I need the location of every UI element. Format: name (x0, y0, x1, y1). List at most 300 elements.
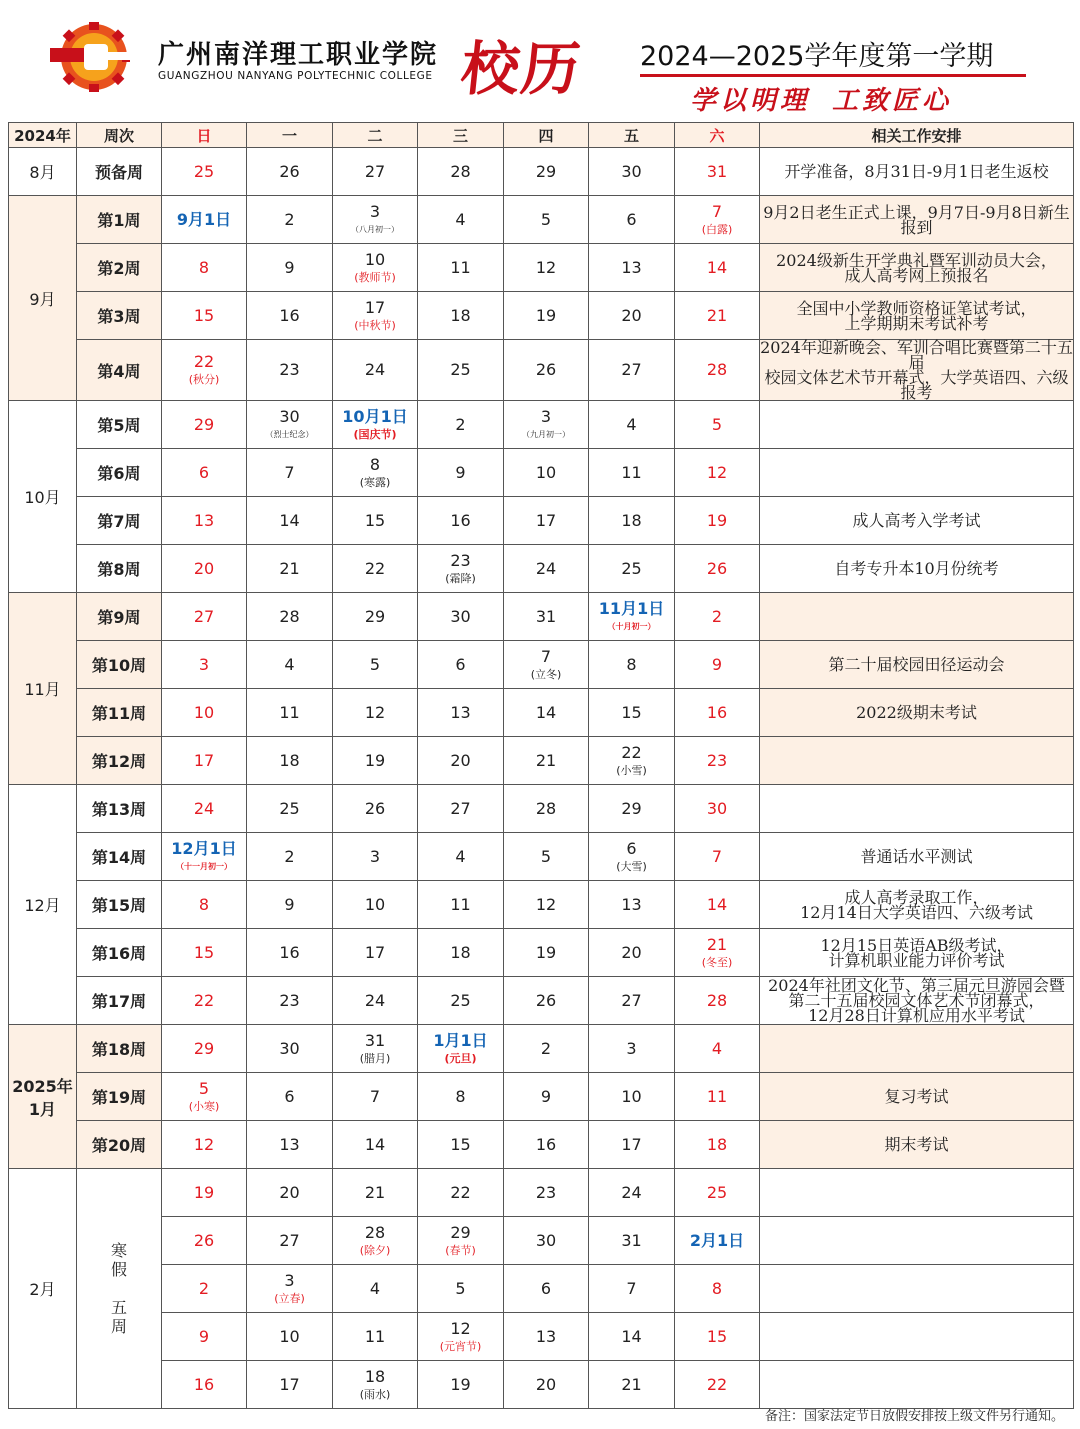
day-cell (247, 401, 333, 449)
week-cell: 第18周 (77, 1025, 162, 1073)
day-cell (162, 881, 247, 929)
day-cell (504, 833, 589, 881)
table-row (9, 1361, 1074, 1409)
day-cell (418, 1217, 504, 1265)
day-cell (247, 545, 333, 593)
day-cell (418, 593, 504, 641)
table-row (9, 1217, 1074, 1265)
day-cell (418, 1265, 504, 1313)
week-cell: 第11周 (77, 689, 162, 737)
day-cell (162, 641, 247, 689)
day-number: 31 (535, 606, 557, 626)
day-cell (247, 148, 333, 196)
day-cell (589, 833, 675, 881)
day-cell (589, 545, 675, 593)
day-cell (589, 340, 675, 401)
week-cell: 第2周 (77, 244, 162, 292)
day-number: 12 (450, 1318, 471, 1338)
day-number: 21 (279, 558, 300, 578)
week-cell: 第15周 (77, 881, 162, 929)
day-number: 4 (711, 1038, 723, 1058)
day-cell (675, 641, 760, 689)
day-number: 9 (711, 654, 723, 674)
day-cell (589, 148, 675, 196)
footer-note: 备注：国家法定节日放假安排按上级文件另行通知。 (764, 1409, 1064, 1424)
day-cell (589, 196, 675, 244)
day-number: 15 (706, 1326, 728, 1346)
work-arrangement-cell (760, 1169, 1074, 1217)
day-number: 29 (193, 414, 215, 434)
day-cell (589, 977, 675, 1025)
day-number: 15 (621, 702, 642, 722)
motto (690, 80, 952, 117)
day-cell (162, 292, 247, 340)
day-cell (333, 1265, 418, 1313)
day-cell (333, 977, 418, 1025)
day-number: 14 (621, 1326, 642, 1346)
calendar-header (0, 0, 1080, 122)
day-cell (675, 737, 760, 785)
day-cell (418, 545, 504, 593)
day-cell (162, 1361, 247, 1409)
work-arrangement-cell (760, 737, 1074, 785)
day-number: 28 (706, 360, 728, 379)
day-cell (589, 1313, 675, 1361)
table-row (9, 292, 1074, 340)
day-cell (247, 785, 333, 833)
col-header-sat: 六 (675, 123, 760, 148)
day-cell (675, 929, 760, 977)
table-row (9, 593, 1074, 641)
day-number: 8 (626, 654, 637, 674)
work-arrangement-cell: 成人高考入学考试 (760, 497, 1074, 545)
col-header-week: 周次 (77, 123, 162, 148)
day-cell (504, 1073, 589, 1121)
day-cell (247, 1121, 333, 1169)
day-cell (675, 593, 760, 641)
day-number: 23 (706, 750, 728, 770)
table-row (9, 881, 1074, 929)
week-cell: 第8周 (77, 545, 162, 593)
day-cell (504, 641, 589, 689)
work-arrangement-cell: 2022级期末考试 (760, 689, 1074, 737)
day-number: 16 (706, 702, 728, 722)
day-number: 20 (450, 750, 471, 770)
day-number: 27 (364, 161, 386, 181)
day-number: 10 (364, 249, 386, 269)
day-annotation: (小寒) (188, 1099, 220, 1113)
day-number: 3 (369, 201, 381, 221)
day-annotation: (寒露) (359, 475, 391, 489)
day-cell (675, 881, 760, 929)
day-number: 16 (279, 942, 300, 962)
day-number: 13 (279, 1134, 300, 1154)
day-number: 7 (284, 462, 295, 482)
day-number: 12 (193, 1134, 215, 1154)
day-number: 5 (540, 846, 552, 866)
motto-right: 工致匠心 (832, 86, 953, 116)
day-number: 8 (711, 1278, 723, 1298)
day-cell (504, 785, 589, 833)
day-number: 19 (450, 1374, 471, 1394)
day-cell (418, 785, 504, 833)
day-number: 24 (621, 1182, 642, 1202)
month-cell: 9月 (9, 196, 77, 401)
day-number: 11 (706, 1086, 728, 1106)
week-cell: 第19周 (77, 1073, 162, 1121)
day-number: 3 (284, 1270, 295, 1290)
day-annotation: (腊月) (359, 1051, 391, 1065)
day-cell (162, 1073, 247, 1121)
work-arrangement-cell: 12月15日英语AB级考试， 计算机职业能力评价考试 (760, 929, 1074, 977)
month-cell: 12月 (9, 785, 77, 1025)
day-number: 26 (535, 360, 557, 379)
day-number: 20 (621, 942, 642, 962)
day-cell (247, 737, 333, 785)
day-cell (247, 449, 333, 497)
day-number: 8 (198, 894, 210, 914)
day-number: 30 (535, 1230, 557, 1250)
day-number: 26 (706, 558, 728, 578)
day-number: 4 (284, 654, 295, 674)
day-cell (504, 1361, 589, 1409)
day-number: 28 (450, 161, 471, 181)
day-number: 16 (535, 1134, 557, 1154)
day-cell (675, 785, 760, 833)
day-cell (675, 497, 760, 545)
day-number: 17 (364, 942, 386, 962)
school-name-cn: 广州南洋理工职业学院 (158, 40, 439, 70)
day-number: 13 (621, 894, 642, 914)
day-cell (247, 929, 333, 977)
table-row (9, 148, 1074, 196)
day-cell (162, 833, 247, 881)
day-cell (418, 292, 504, 340)
work-arrangement-cell: 2024年迎新晚会、军训合唱比赛暨第二十五届 校园文体艺术节开幕式，大学英语四、六级报考 (760, 338, 1073, 402)
day-annotation: (大雪) (616, 859, 647, 873)
day-number: 19 (706, 510, 728, 530)
day-cell (675, 196, 760, 244)
day-cell (504, 244, 589, 292)
day-number: 5 (540, 209, 552, 229)
day-cell (418, 929, 504, 977)
day-number: 28 (535, 798, 557, 818)
day-number: 29 (193, 1038, 215, 1058)
day-number: 6 (540, 1278, 552, 1298)
calendar-title: 校历 (457, 35, 586, 103)
day-cell (675, 689, 760, 737)
day-number: 27 (193, 606, 215, 626)
day-number: 17 (193, 750, 215, 770)
day-number: 15 (193, 942, 215, 962)
day-number: 10 (535, 462, 557, 482)
day-cell (333, 340, 418, 401)
day-cell (162, 1217, 247, 1265)
day-number: 10 (621, 1086, 642, 1106)
day-cell (247, 292, 333, 340)
day-cell (162, 545, 247, 593)
day-number: 21 (621, 1374, 642, 1394)
day-cell (504, 292, 589, 340)
work-arrangement-cell: 普通话水平测试 (760, 833, 1074, 881)
day-number: 13 (193, 510, 215, 530)
day-cell (675, 340, 760, 401)
day-cell (418, 641, 504, 689)
day-cell (247, 340, 333, 401)
day-number: 24 (193, 798, 215, 818)
day-number: 11 (621, 462, 642, 482)
day-number: 22 (621, 742, 642, 762)
month-start-date: 11月1日 (598, 598, 665, 618)
day-number: 25 (450, 990, 471, 1010)
table-row (9, 401, 1074, 449)
day-number: 15 (193, 305, 215, 325)
day-cell (504, 449, 589, 497)
day-cell (333, 449, 418, 497)
col-header-wed: 三 (418, 123, 504, 148)
day-number: 26 (364, 798, 386, 818)
day-annotation: （十一月初一） (176, 861, 232, 871)
day-cell (333, 1073, 418, 1121)
day-cell (418, 1313, 504, 1361)
day-number: 10 (364, 894, 386, 914)
week-cell: 第3周 (77, 292, 162, 340)
day-cell (589, 1121, 675, 1169)
day-number: 4 (369, 1278, 381, 1298)
col-header-notes: 相关工作安排 (760, 123, 1074, 148)
month-start-date: 9月1日 (176, 209, 232, 229)
day-cell (675, 401, 760, 449)
work-arrangement-cell: 第二十届校园田径运动会 (760, 641, 1074, 689)
week-cell: 第12周 (77, 737, 162, 785)
day-cell (333, 196, 418, 244)
day-number: 23 (450, 550, 471, 570)
day-cell (333, 148, 418, 196)
day-cell (162, 593, 247, 641)
week-cell: 第20周 (77, 1121, 162, 1169)
day-number: 10 (193, 702, 215, 722)
day-annotation: (白露) (701, 222, 733, 236)
work-arrangement-cell (760, 1025, 1074, 1073)
day-annotation: (雨水) (359, 1387, 391, 1401)
motto-left: 学以明理 (690, 86, 811, 116)
day-cell (162, 148, 247, 196)
day-number: 23 (279, 990, 300, 1010)
day-number: 8 (455, 1086, 466, 1106)
day-number: 18 (450, 942, 471, 962)
day-cell (247, 1217, 333, 1265)
day-number: 20 (279, 1182, 300, 1202)
table-row (9, 545, 1074, 593)
day-cell (162, 1265, 247, 1313)
day-number: 5 (369, 654, 381, 674)
day-number: 27 (279, 1230, 300, 1250)
day-number: 29 (364, 606, 386, 626)
day-annotation: (霜降) (445, 571, 476, 585)
day-number: 7 (540, 646, 552, 666)
day-number: 31 (621, 1230, 642, 1250)
day-cell (418, 1169, 504, 1217)
day-cell (418, 1121, 504, 1169)
day-cell (247, 1361, 333, 1409)
day-cell (162, 401, 247, 449)
day-cell (504, 497, 589, 545)
work-arrangement-cell (760, 1313, 1074, 1361)
work-arrangement-cell: 期末考试 (760, 1121, 1074, 1169)
day-number: 14 (706, 257, 728, 277)
col-header-fri: 五 (589, 123, 675, 148)
day-cell (504, 977, 589, 1025)
day-cell (504, 1169, 589, 1217)
day-cell (162, 244, 247, 292)
day-cell (418, 1361, 504, 1409)
work-arrangement-cell: 自考专升本10月份统考 (760, 545, 1074, 593)
day-number: 28 (364, 1222, 386, 1242)
day-number: 14 (279, 510, 300, 530)
day-annotation: (小雪) (616, 763, 647, 777)
day-number: 18 (279, 750, 300, 770)
day-cell (589, 689, 675, 737)
day-cell (504, 401, 589, 449)
day-number: 19 (535, 305, 557, 325)
table-row (9, 641, 1074, 689)
table-row (9, 689, 1074, 737)
day-number: 12 (535, 257, 557, 277)
day-number: 20 (621, 305, 642, 325)
week-cell: 第5周 (77, 401, 162, 449)
day-number: 22 (364, 558, 386, 578)
day-annotation: (立春) (274, 1291, 305, 1305)
day-number: 8 (369, 454, 381, 474)
day-number: 16 (193, 1374, 215, 1394)
week-cell: 第10周 (77, 641, 162, 689)
week-cell: 第16周 (77, 929, 162, 977)
day-annotation: (冬至) (701, 955, 733, 969)
day-number: 23 (535, 1182, 557, 1202)
month-cell: 11月 (9, 593, 77, 785)
day-number: 9 (284, 894, 295, 914)
table-row (9, 833, 1074, 881)
day-number: 4 (626, 414, 637, 434)
day-number: 24 (364, 990, 386, 1010)
day-number: 7 (369, 1086, 381, 1106)
day-number: 18 (450, 305, 471, 325)
day-number: 25 (621, 558, 642, 578)
day-cell (589, 497, 675, 545)
day-number: 17 (621, 1134, 642, 1154)
day-number: 6 (198, 462, 210, 482)
week-cell: 预备周 (77, 148, 162, 196)
day-cell (333, 244, 418, 292)
table-row (9, 1121, 1074, 1169)
day-number: 5 (198, 1078, 210, 1098)
day-number: 6 (455, 654, 466, 674)
day-cell (675, 1169, 760, 1217)
week-cell: 第7周 (77, 497, 162, 545)
day-number: 23 (279, 360, 300, 379)
work-arrangement-cell (760, 1361, 1074, 1409)
day-number: 9 (198, 1326, 210, 1346)
day-number: 24 (535, 558, 557, 578)
day-number: 7 (626, 1278, 637, 1298)
day-cell (333, 1169, 418, 1217)
day-cell (333, 292, 418, 340)
day-cell (504, 1217, 589, 1265)
day-number: 15 (364, 510, 386, 530)
day-cell (247, 977, 333, 1025)
table-row (9, 244, 1074, 292)
day-cell (589, 1073, 675, 1121)
col-header-tue: 二 (333, 123, 418, 148)
day-number: 6 (626, 209, 637, 229)
day-number: 2 (540, 1038, 552, 1058)
day-number: 26 (535, 990, 557, 1010)
day-annotation: （烈士纪念） (265, 429, 314, 439)
day-number: 2 (284, 209, 295, 229)
day-number: 25 (193, 161, 215, 181)
day-number: 21 (706, 934, 728, 954)
table-row (9, 785, 1074, 833)
day-number: 9 (284, 257, 295, 277)
day-cell (504, 148, 589, 196)
day-cell (589, 1361, 675, 1409)
day-cell (162, 929, 247, 977)
day-cell (247, 689, 333, 737)
day-number: 12 (535, 894, 557, 914)
day-number: 18 (706, 1134, 728, 1154)
day-number: 22 (450, 1182, 471, 1202)
day-cell (675, 1361, 760, 1409)
day-cell (504, 737, 589, 785)
day-cell (333, 1217, 418, 1265)
day-number: 11 (364, 1326, 386, 1346)
day-cell (162, 737, 247, 785)
week-cell: 第13周 (77, 785, 162, 833)
day-number: 27 (621, 360, 642, 379)
day-number: 28 (279, 606, 300, 626)
day-cell (333, 1121, 418, 1169)
day-cell (333, 1025, 418, 1073)
day-cell (247, 1025, 333, 1073)
day-cell (675, 833, 760, 881)
month-start-date: 2月1日 (689, 1230, 745, 1250)
day-number: 2 (198, 1278, 210, 1298)
day-number: 13 (450, 702, 471, 722)
week-cell: 第9周 (77, 593, 162, 641)
table-row (9, 449, 1074, 497)
table-row (9, 1073, 1074, 1121)
day-cell (504, 1025, 589, 1073)
day-number: 9 (540, 1086, 552, 1106)
day-number: 31 (706, 161, 728, 181)
day-cell (589, 401, 675, 449)
day-cell (247, 1073, 333, 1121)
day-cell (675, 148, 760, 196)
day-number: 10 (279, 1326, 300, 1346)
winter-break-cell: 寒 假 五 周 (77, 1169, 162, 1409)
day-number: 18 (364, 1366, 386, 1386)
table-row (9, 340, 1074, 401)
day-number: 17 (535, 510, 557, 530)
table-row (9, 929, 1074, 977)
work-arrangement-cell (760, 593, 1074, 641)
day-cell (504, 593, 589, 641)
day-cell (504, 689, 589, 737)
week-cell: 第1周 (77, 196, 162, 244)
day-number: 21 (706, 305, 728, 325)
day-number: 25 (279, 798, 300, 818)
day-cell (418, 244, 504, 292)
